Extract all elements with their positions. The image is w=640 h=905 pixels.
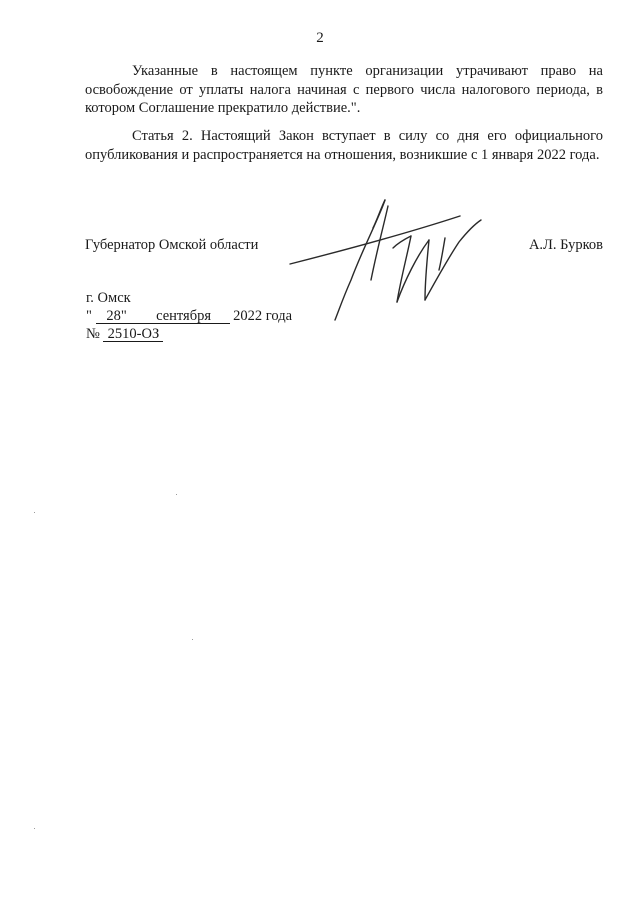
law-number-value: 2510-ОЗ (103, 327, 163, 342)
scan-speck (176, 494, 177, 495)
signatory-name: А.Л. Бурков (528, 237, 603, 253)
place-of-signing: г. Омск (86, 290, 131, 306)
date-month: сентября (138, 309, 230, 324)
paragraph-article-2: Статья 2. Настоящий Закон вступает в силу со дня его официального опубликования и распространяется на отношения, возникшие с 1 января 2022 года. (85, 128, 603, 163)
date-year: 2022 года (233, 308, 293, 324)
law-number (86, 326, 163, 343)
number-sign: № (86, 326, 100, 342)
signing-date (86, 308, 292, 325)
handwritten-signature (285, 198, 485, 328)
scan-speck (192, 639, 193, 640)
scan-speck (34, 828, 35, 829)
signatory-title: Губернатор Омской области (85, 237, 259, 253)
scan-speck (34, 512, 35, 513)
page-number: 2 (316, 30, 324, 46)
paragraph-organizations: Указанные в настоящем пункте организации утрачивают право на освобождение от уплаты налога начиная с первого числа налогового периода, в котором Соглашение прекратило действие.". (85, 63, 603, 116)
date-open-quote: " (86, 308, 92, 324)
date-day: 28" (96, 309, 138, 324)
